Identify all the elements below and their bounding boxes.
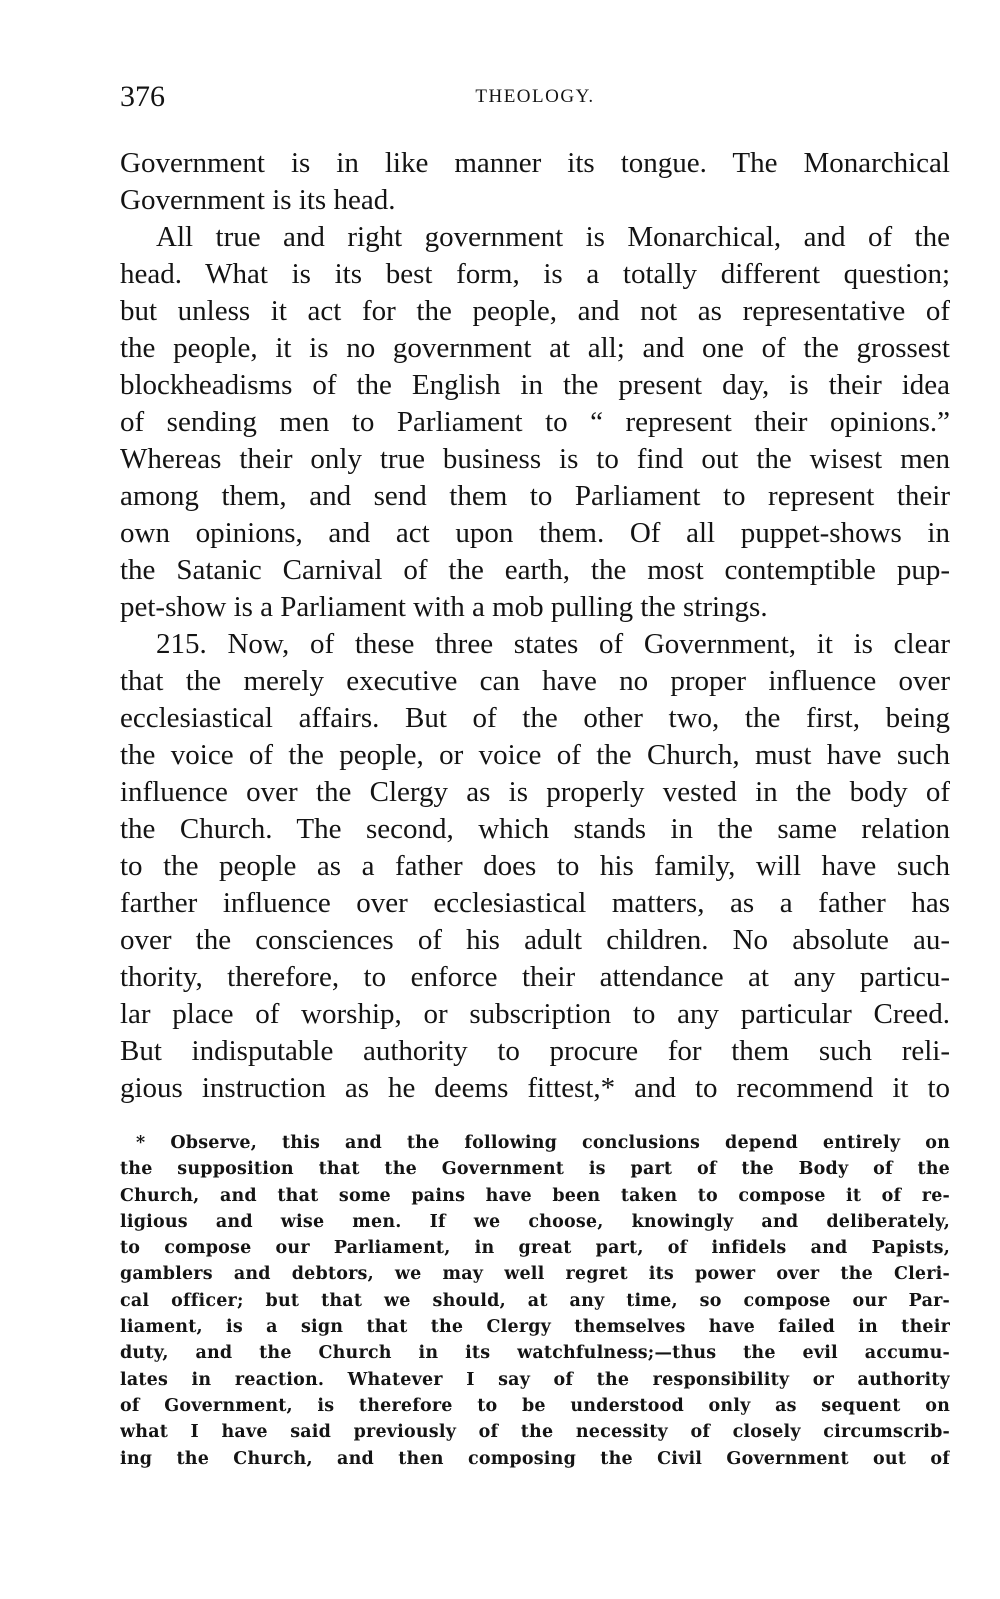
body-line: ecclesiastical affairs. But of the other two, the first, being (120, 702, 950, 734)
page-number: 376 (120, 80, 165, 113)
body-line: Government is its head. (120, 184, 396, 216)
footnote-line: the supposition that the Government is part of the Body of the (120, 1159, 950, 1180)
body-line: that the merely executive can have no proper influence over (120, 665, 950, 697)
footnote-line: ligious and wise men. If we choose, knowingly and deliberately, (120, 1211, 950, 1232)
body-line: gious instruction as he deems fittest,* and to recommend it to (120, 1072, 950, 1104)
footnote-line: Church, and that some pains have been taken to compose it of re- (120, 1185, 950, 1206)
body-line: the Satanic Carnival of the earth, the most contemptible pup- (120, 554, 950, 586)
body-line: blockheadisms of the English in the present day, is their idea (120, 369, 950, 401)
footnote-line: gamblers and debtors, we may well regret its power over the Cleri- (120, 1264, 950, 1285)
footnote-line: duty, and the Church in its watchfulness;—thus the evil accumu- (120, 1343, 950, 1364)
body-line: among them, and send them to Parliament to represent their (120, 480, 950, 512)
body-line: of sending men to Parliament to “ represent their opinions.” (120, 406, 950, 438)
body-line: Government is in like manner its tongue. The Monarchical (120, 147, 950, 179)
body-line: but unless it act for the people, and not as representative of (120, 295, 950, 327)
body-line: head. What is its best form, is a totally different question; (120, 258, 950, 290)
body-line: thority, therefore, to enforce their attendance at any particu- (120, 961, 950, 993)
body-line: Whereas their only true business is to find out the wisest men (120, 443, 950, 475)
body-line: the voice of the people, or voice of the Church, must have such (120, 739, 950, 771)
footnote-line: of Government, is therefore to be understood only as sequent on (120, 1395, 950, 1416)
body-line: own opinions, and act upon them. Of all puppet-shows in (120, 517, 950, 549)
footnote-line: to compose our Parliament, in great part, of infidels and Papists, (120, 1238, 950, 1259)
body-line: But indisputable authority to procure for them such reli- (120, 1035, 950, 1067)
running-head: THEOLOGY. (475, 86, 595, 107)
body-line: to the people as a father does to his family, will have such (120, 850, 950, 882)
body-line: lar place of worship, or subscription to any particular Creed. (120, 998, 950, 1030)
body-line: All true and right government is Monarchical, and of the (156, 221, 950, 253)
body-line: the people, it is no government at all; and one of the grossest (120, 332, 950, 364)
footnote-line: liament, is a sign that the Clergy themselves have failed in their (120, 1317, 950, 1338)
footnote-line: * Observe, this and the following conclusions depend entirely on (136, 1133, 950, 1153)
footnote-line: what I have said previously of the necessity of closely circumscrib- (120, 1422, 950, 1443)
footnote-line: cal officer; but that we should, at any time, so compose our Par- (120, 1290, 950, 1311)
body-line: the Church. The second, which stands in the same relation (120, 813, 950, 845)
body-line: farther influence over ecclesiastical matters, as a father has (120, 887, 950, 919)
page-header (120, 80, 950, 120)
footnote-line: lates in reaction. Whatever I say of the responsibility or authority (120, 1369, 950, 1390)
body-line: 215. Now, of these three states of Government, it is clear (156, 628, 950, 660)
body-line: over the consciences of his adult children. No absolute au- (120, 924, 950, 956)
footnote (120, 1130, 950, 1472)
body-line: influence over the Clergy as is properly vested in the body of (120, 776, 950, 808)
body-text (120, 145, 950, 1107)
body-line: pet-show is a Parliament with a mob pulling the strings. (120, 591, 768, 623)
footnote-line: ing the Church, and then composing the Civil Government out of (120, 1448, 950, 1469)
